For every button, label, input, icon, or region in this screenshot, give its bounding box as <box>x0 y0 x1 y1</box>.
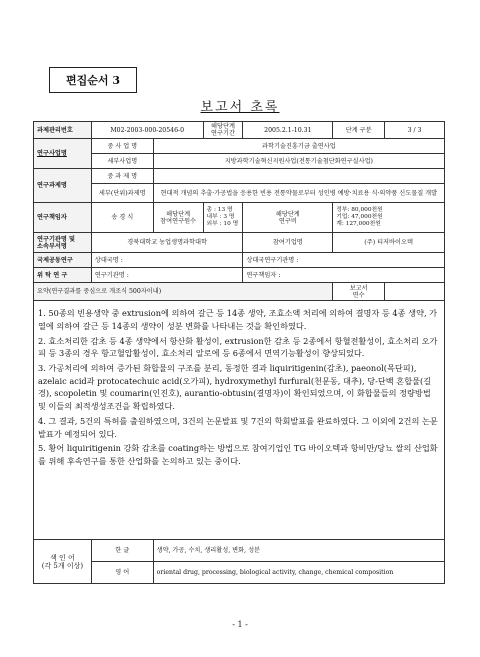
cost-corp-label: 기업: <box>336 214 350 221</box>
stage-label: 단계 구분 <box>333 122 385 139</box>
count-label-2: 참여연구원수 <box>160 217 197 225</box>
cost-label-1: 해당단계 <box>275 210 300 218</box>
researcher-name: 송 경 식 <box>91 203 153 233</box>
summary-item: 2. 효소처리한 감초 등 4종 생약에서 항산화 활성이, extrusion한 감초 등 2종에서 항혈전활성이, 효소처리 오가피 등 3종의 경우 항고혈압활성이, 효소처리 알로에 등 6종에서 면역기능활성이 향상되었다. <box>38 335 438 359</box>
summary-item: 5. 황어 liquiritigenin 강화 감초를 coating하는 방법으로 참여기업인 TG 바이오텍과 항비만/당뇨 쌀의 산업화를 위해 후속연구를 통한 산업화를 논의하고 있는 중이다. <box>38 443 438 466</box>
program-sub-value: 지방과학기술혁신지원사업(전통기술첨단화연구실사업) <box>153 154 444 169</box>
keywords-label-2: (각 5개 이상) <box>41 561 84 570</box>
count-total-label: 총 : <box>206 206 216 213</box>
task-main-value <box>153 169 444 184</box>
cost-sum-label: 계: <box>336 221 344 228</box>
count-internal-label: 내부 : <box>206 214 222 221</box>
contract-pi: 연구책임자 : <box>243 268 445 283</box>
partner-label: 참여기업명 <box>243 233 333 253</box>
pages-label-2: 면수 <box>352 291 365 299</box>
project-no-label: 과제관리번호 <box>34 122 92 139</box>
cost-sum <box>336 221 441 228</box>
row-task-detail <box>34 184 445 203</box>
intl-counterpart: 상대국명 : <box>91 253 243 268</box>
keywords-ko-label: 한 글 <box>91 540 153 562</box>
program-mid-value: 과학기술진흥기금 출연사업 <box>153 139 444 154</box>
keywords-label-1: 색 인 어 <box>50 553 75 562</box>
row-program-mid <box>34 139 445 154</box>
summary-item: 3. 가공처리에 의하여 증가된 화합물의 구조를 분리, 동정한 결과 liquiritigenin(감초), paeonol(목단피), azelaic acid과 protocatechuic acid(오가피), hydroxymethyl furfural(천문동, 대추), 당-단백 혼합물(길경), scopoletin 및 coumarin(인진호), aurantio-obtusin(결명자)이 확인되었으며, 이 화합물들의 정량방법 및 이들의 최적생성조건을 확립하였다. <box>38 363 432 412</box>
task-detail-label: 세부(단위)과제명 <box>91 184 153 203</box>
program-label <box>34 139 92 169</box>
partner-value: (주) 티저바이오텍 <box>333 233 445 253</box>
row-task-main <box>34 169 445 184</box>
pages-label-1: 보고서 <box>349 284 368 292</box>
researcher-label: 연구책임자 <box>34 203 92 233</box>
row-summary-header <box>34 283 445 301</box>
row-contract <box>34 268 445 283</box>
program-mid-label: 중 사 업 명 <box>91 139 153 154</box>
row-org <box>34 233 445 253</box>
cost-gov-label: 정부: <box>336 206 350 213</box>
summary-item: 4. 그 결과, 5건의 특허를 출원하였으며, 3건의 논문발표 및 7건의 학회발표를 완료하였다. 그 이외에 2건의 논문발표가 예정되어 있다. <box>38 415 438 439</box>
row-researcher <box>34 203 445 233</box>
cost-corp-value: 47,000천원 <box>351 214 383 221</box>
count-external <box>207 221 240 228</box>
pages-value <box>385 283 445 301</box>
row-project <box>34 122 445 139</box>
task-label: 연구과제명 <box>34 169 92 203</box>
count-external-value: 10 명 <box>223 221 239 228</box>
program-label-text: 연구사업명 <box>37 150 67 158</box>
count-external-label: 외부 : <box>206 221 222 228</box>
row-summary-body <box>34 301 445 540</box>
cost-label-2: 연구비 <box>278 217 297 225</box>
cost-sum-value: 127,000천원 <box>345 221 381 228</box>
contract-org: 연구기관명 : <box>91 268 243 283</box>
project-no: M02-2003-000-20546-0 <box>91 122 203 139</box>
cost-values <box>333 203 445 233</box>
org-label-2: 소속부서명 <box>37 242 67 250</box>
contract-label: 위 탁 연 구 <box>34 268 92 283</box>
stage-value: 3 / 3 <box>385 122 445 139</box>
count-label-1: 해당단계 <box>166 210 191 218</box>
cost-label <box>243 203 333 233</box>
pages-label <box>333 283 385 301</box>
keywords-ko: 생약, 가공, 수치, 생리활성, 변화, 성분 <box>153 540 444 562</box>
period-label-2: 연구기간 <box>211 130 235 138</box>
keywords-en: oriental drug, processing, biological activity, change, chemical composition <box>153 562 444 584</box>
keywords-en-label: 영 어 <box>91 562 153 584</box>
task-main-label: 중 과 제 명 <box>91 169 153 184</box>
period-value: 2005.2.1-10.31 <box>243 122 333 139</box>
row-intl <box>34 253 445 268</box>
period-label-1: 해당단계 <box>211 123 235 130</box>
intl-counterpart-org: 상대국연구기관명 : <box>243 253 445 268</box>
summary-body <box>34 301 445 540</box>
page-title <box>0 96 480 115</box>
period-label <box>203 122 243 139</box>
task-detail-value: 현대적 개념의 추출·가공법을 응용한 빈용 전통약물로부터 성인병 예방·치료용 식·의약품 신도물질 개발 <box>153 184 444 203</box>
count-internal-value: 3 명 <box>223 214 235 221</box>
page-number: - 1 - <box>232 620 248 629</box>
researcher-counts <box>203 203 243 233</box>
row-keywords-ko <box>34 540 445 562</box>
org-label <box>34 233 92 253</box>
row-program-sub <box>34 154 445 169</box>
edit-order-box: 편집순서 3 <box>49 67 137 93</box>
summary-label: 요약(연구결과를 중심으로 개조식 500자이내) <box>34 283 333 301</box>
keywords-label <box>34 540 92 584</box>
report-table <box>33 121 445 584</box>
count-label <box>153 203 203 233</box>
org-value: 경북대학교 농업생명과학대학 <box>91 233 243 253</box>
count-total-value: 13 명 <box>217 206 233 213</box>
cost-gov-value: 80,000천원 <box>351 206 383 213</box>
row-keywords-en <box>34 562 445 584</box>
org-label-1: 연구기관명 및 <box>37 235 76 243</box>
title-text: 보고서 초록 <box>200 100 280 115</box>
intl-label: 국제공동연구 <box>34 253 92 268</box>
program-sub-label: 세부사업명 <box>91 154 153 169</box>
summary-item: 1. 50종의 빈용생약 중 extrusion에 의하여 갈근 등 14종 생약, 조효소액 처리에 의하여 결명자 등 4종 생약, 가열에 의하여 갈근 등 14종의 생약이 성분 변화를 나타내는 것을 확인하였다. <box>38 308 438 331</box>
